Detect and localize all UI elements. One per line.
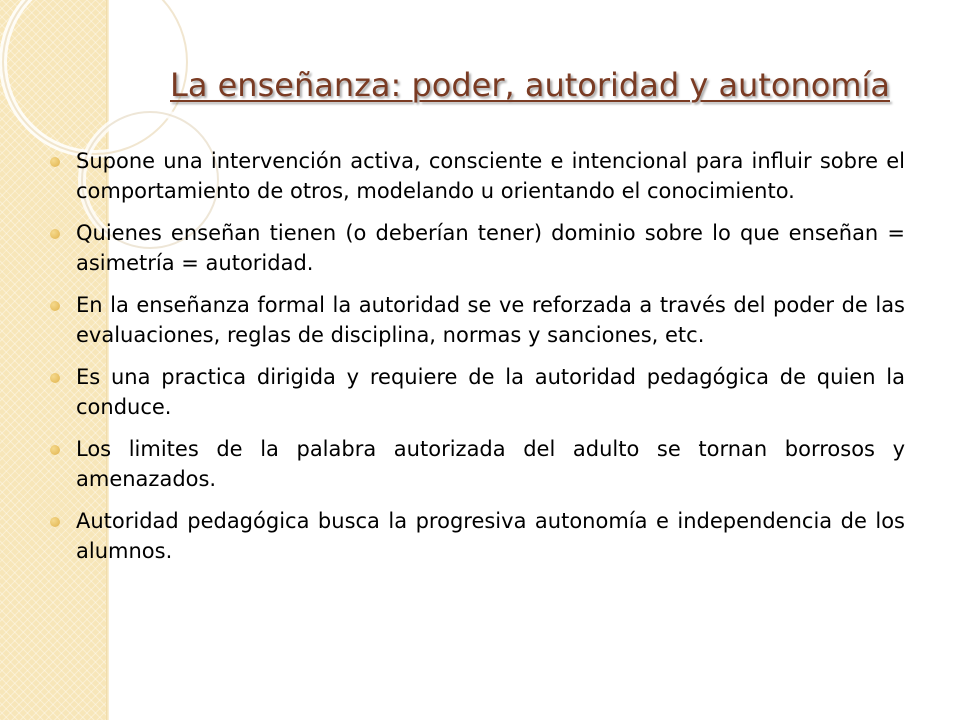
bullet-dot-icon bbox=[50, 445, 60, 455]
bullet-dot-icon bbox=[50, 301, 60, 311]
list-item bbox=[50, 146, 905, 206]
slide-title: La enseñanza: poder, autoridad y autonomía bbox=[170, 66, 890, 104]
bullet-text: Quienes enseñan tienen (o deberían tener) dominio sobre lo que enseñan = asimetría = autoridad. bbox=[76, 221, 905, 275]
bullet-dot-icon bbox=[50, 157, 60, 167]
bullet-text: Supone una intervención activa, consciente e intencional para influir sobre el comportamiento de otros, modelando u orientando el conocimiento. bbox=[76, 149, 905, 203]
list-item bbox=[50, 218, 905, 278]
list-item bbox=[50, 290, 905, 350]
list-item bbox=[50, 506, 905, 566]
bullet-text: Es una practica dirigida y requiere de la autoridad pedagógica de quien la conduce. bbox=[76, 365, 905, 419]
bullet-dot-icon bbox=[50, 229, 60, 239]
bullet-text: Los limites de la palabra autorizada del adulto se tornan borrosos y amenazados. bbox=[76, 437, 905, 491]
list-item bbox=[50, 362, 905, 422]
bullet-list bbox=[50, 146, 905, 578]
bullet-dot-icon bbox=[50, 517, 60, 527]
bullet-text: Autoridad pedagógica busca la progresiva autonomía e independencia de los alumnos. bbox=[76, 509, 905, 563]
bullet-text: En la enseñanza formal la autoridad se ve reforzada a través del poder de las evaluaciones, reglas de disciplina, normas y sanciones, etc. bbox=[76, 293, 905, 347]
list-item bbox=[50, 434, 905, 494]
bullet-dot-icon bbox=[50, 373, 60, 383]
